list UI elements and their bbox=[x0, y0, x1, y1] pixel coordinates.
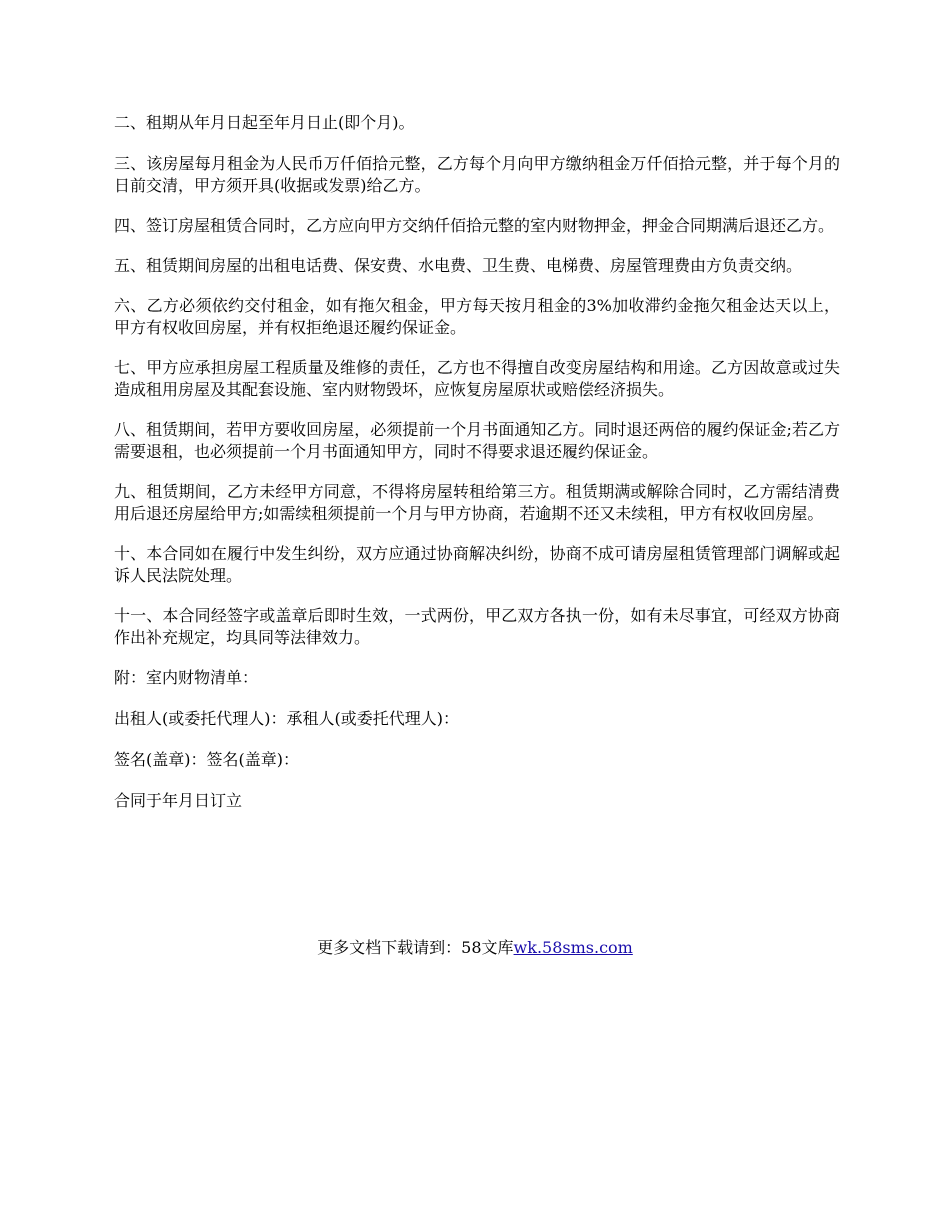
signature-line: 签名(盖章)：签名(盖章)： bbox=[114, 750, 299, 769]
clause-maintenance: 七、甲方应承担房屋工程质量及维修的责任，乙方也不得擅自改变房屋结构和用途。乙方因故意或过失造成租用房屋及其配套设施、室内财物毁坏，应恢复房屋原状或赔偿经济损失。 bbox=[114, 358, 840, 399]
footer bbox=[0, 937, 950, 959]
clause-late-payment: 六、乙方必须依约交付租金，如有拖欠租金，甲方每天按月租金的3%加收滞约金拖欠租金达天以上，甲方有权收回房屋，并有权拒绝退还履约保证金。 bbox=[114, 296, 840, 337]
signing-date: 合同于年月日订立 bbox=[114, 791, 243, 810]
document-body bbox=[114, 112, 840, 831]
clause-disputes: 十、本合同如在履行中发生纠纷，双方应通过协商解决纠纷，协商不成可请房屋租赁管理部门调解或起诉人民法院处理。 bbox=[114, 544, 840, 585]
clause-sublease: 九、租赁期间，乙方未经甲方同意，不得将房屋转租给第三方。租赁期满或解除合同时，乙方需结清费用后退还房屋给甲方;如需续租须提前一个月与甲方协商，若逾期不还又未续租，甲方有权收回房屋。 bbox=[114, 482, 840, 523]
footer-link[interactable]: wk.58sms.com bbox=[513, 938, 633, 957]
clause-deposit: 四、签订房屋租赁合同时，乙方应向甲方交纳仟佰拾元整的室内财物押金，押金合同期满后退还乙方。 bbox=[114, 216, 835, 235]
clause-rent: 三、该房屋每月租金为人民币万仟佰拾元整，乙方每个月向甲方缴纳租金万仟佰拾元整，并于每个月的日前交清，甲方须开具(收据或发票)给乙方。 bbox=[114, 154, 840, 195]
clause-fees: 五、租赁期间房屋的出租电话费、保安费、水电费、卫生费、电梯费、房屋管理费由方负责交纳。 bbox=[114, 256, 803, 275]
signatory-parties: 出租人(或委托代理人)：承租人(或委托代理人)： bbox=[114, 709, 459, 728]
attachment-inventory: 附：室内财物清单： bbox=[114, 668, 259, 687]
clause-termination: 八、租赁期间，若甲方要收回房屋，必须提前一个月书面通知乙方。同时退还两倍的履约保证金;若乙方需要退租，也必须提前一个月书面通知甲方，同时不得要求退还履约保证金。 bbox=[114, 420, 840, 461]
footer-text: 更多文档下载请到：58文库 bbox=[317, 938, 514, 957]
clause-lease-term: 二、租期从年月日起至年月日止(即个月)。 bbox=[114, 113, 415, 132]
clause-effectiveness: 十一、本合同经签字或盖章后即时生效，一式两份，甲乙双方各执一份，如有未尽事宜，可经双方协商作出补充规定，均具同等法律效力。 bbox=[114, 606, 840, 647]
